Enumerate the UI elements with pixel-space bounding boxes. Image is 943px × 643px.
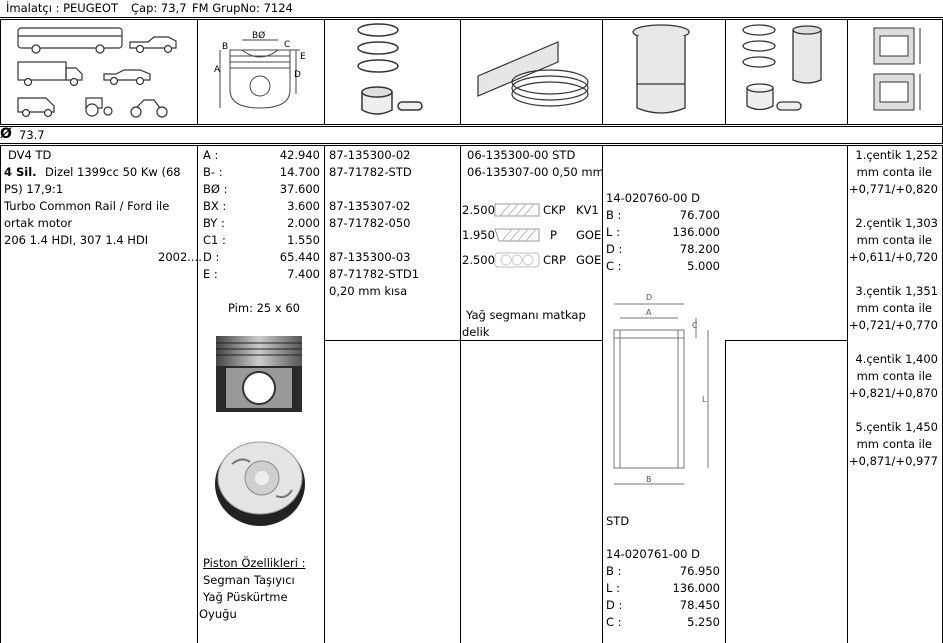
dim-label: BX : xyxy=(203,199,227,213)
liner-dim-value: 78.450 xyxy=(679,598,720,612)
liner-dimension-diagram xyxy=(606,290,722,496)
notch-line: mm conta ile xyxy=(856,437,932,451)
dim-value: 2.000 xyxy=(287,216,320,230)
diameter-label: Çap: 73,7 xyxy=(131,1,187,15)
piston-code: 87-135300-03 xyxy=(329,250,411,264)
diagram-label-d: D xyxy=(294,70,301,80)
engine-spec-line3: Turbo Common Rail / Ford ile xyxy=(4,199,170,213)
diagram-label-bo: BØ xyxy=(252,31,266,41)
ring-material: GOE xyxy=(576,253,602,267)
ring-type: P xyxy=(550,228,557,242)
ring-note-line2: delik xyxy=(462,325,490,339)
liner-dim-value: 76.950 xyxy=(679,564,720,578)
cylinder-liner-icon xyxy=(625,22,703,120)
liner-dim-value: 5.250 xyxy=(687,615,720,629)
notch-line: mm conta ile xyxy=(856,165,932,179)
diagram-label-b: B xyxy=(222,42,229,52)
ring-material: KV1 xyxy=(576,203,599,217)
ring-note-line1: Yağ segmanı matkap xyxy=(466,308,586,322)
engine-code: DV4 TD xyxy=(8,148,52,162)
liner-code-std: 14-020760-00 D xyxy=(606,191,700,205)
notch-line: mm conta ile xyxy=(856,301,932,315)
engine-spec-line4: ortak motor xyxy=(4,216,73,230)
piston-dimension-diagram xyxy=(200,22,320,120)
manufacturer-label: İmalatçı : PEUGEOT xyxy=(6,1,118,15)
scraper-ring-icon xyxy=(494,228,540,242)
liner-dim-label: D : xyxy=(606,242,623,256)
dim-label: A : xyxy=(203,148,219,162)
dim-label: C1 : xyxy=(203,233,226,247)
piston-kit-icon xyxy=(737,22,837,120)
dim-value: 14.700 xyxy=(279,165,320,179)
engine-spec-line1: Dizel 1399cc 50 Kw (68 xyxy=(45,165,181,179)
liner-dim-label: D : xyxy=(606,598,623,612)
engine-models: 206 1.4 HDI, 307 1.4 HDI xyxy=(4,233,149,247)
liner-dim-label: L : xyxy=(606,581,620,595)
piston-top-photo xyxy=(212,436,308,530)
liner-label-l: L xyxy=(702,395,707,404)
notch-line: +0,871/+0,977 xyxy=(849,454,938,468)
liner-dim-value: 136.000 xyxy=(672,225,720,239)
diagram-label-c: C xyxy=(284,40,291,50)
liner-label-c: C xyxy=(692,321,698,330)
ring-set-icon xyxy=(474,40,594,110)
dim-value: 7.400 xyxy=(287,267,320,281)
piston-code-note: 0,20 mm kısa xyxy=(329,284,408,298)
engine-spec-line2: PS) 17,9:1 xyxy=(4,182,64,196)
ring-width: 2.500 xyxy=(462,203,495,217)
piston-feature-3: Oyuğu xyxy=(199,607,237,621)
ring-code-050: 06-135307-00 0,50 mm xyxy=(467,165,604,179)
piston-feature-1: Segman Taşıyıcı xyxy=(203,573,295,587)
liner-label-a: A xyxy=(646,308,652,317)
ring-material: GOE xyxy=(576,228,602,242)
liner-dim-label: L : xyxy=(606,225,620,239)
liner-label-b: B xyxy=(646,475,652,484)
notch-line: mm conta ile xyxy=(856,369,932,383)
ring-width: 2.500 xyxy=(462,253,495,267)
dim-value: 1.550 xyxy=(287,233,320,247)
diagram-label-a: A xyxy=(214,65,221,75)
bore-symbol: Ø xyxy=(0,126,12,142)
piston-code: 87-71782-STD1 xyxy=(329,267,420,281)
liner-dim-value: 136.000 xyxy=(672,581,720,595)
ring-width: 1.950 xyxy=(462,228,495,242)
notch-line: +0,721/+0,770 xyxy=(849,318,938,332)
dim-label: E : xyxy=(203,267,218,281)
dim-value: 37.600 xyxy=(279,182,320,196)
liner-dim-value: 76.700 xyxy=(679,208,720,222)
ring-type: CKP xyxy=(543,203,566,217)
engine-cylinders: 4 Sil. xyxy=(4,165,37,179)
diagram-label-e: E xyxy=(300,52,306,62)
liner-dim-label: B : xyxy=(606,208,622,222)
liner-std-label: STD xyxy=(606,514,630,528)
notch-line: 3.çentik 1,351 xyxy=(855,284,938,298)
piston-code: 87-71782-050 xyxy=(329,216,411,230)
piston-code: 87-71782-STD xyxy=(329,165,412,179)
liner-dim-label: B : xyxy=(606,564,622,578)
piston-code: 87-135307-02 xyxy=(329,199,411,213)
liner-dim-value: 78.200 xyxy=(679,242,720,256)
dim-value: 3.600 xyxy=(287,199,320,213)
notch-line: 2.çentik 1,303 xyxy=(855,216,938,230)
dim-label: BY : xyxy=(203,216,225,230)
ring-code-std: 06-135300-00 STD xyxy=(467,148,576,162)
group-no-label: FM GrupNo: 7124 xyxy=(192,1,293,15)
dim-label: B- : xyxy=(203,165,223,179)
notch-line: 1.çentik 1,252 xyxy=(855,148,938,162)
notch-line: 5.çentik 1,450 xyxy=(855,420,938,434)
notch-gasket-icon xyxy=(866,22,936,120)
bore-value: 73.7 xyxy=(19,128,45,142)
liner-dim-value: 5.000 xyxy=(687,259,720,273)
liner-dim-label: C : xyxy=(606,259,622,273)
dim-value: 42.940 xyxy=(279,148,320,162)
ring-type: CRP xyxy=(543,253,566,267)
piston-features-title: Piston Özellikleri : xyxy=(203,556,306,570)
notch-line: 4.çentik 1,400 xyxy=(855,352,938,366)
piston-rings-icon xyxy=(340,22,450,120)
piston-code: 87-135300-02 xyxy=(329,148,411,162)
notch-line: +0,771/+0,820 xyxy=(849,182,938,196)
piston-side-photo xyxy=(212,334,306,414)
compression-ring-icon xyxy=(494,203,540,217)
liner-dim-label: C : xyxy=(606,615,622,629)
pin-size: Pim: 25 x 60 xyxy=(228,301,300,315)
piston-feature-2: Yağ Püskürtme xyxy=(203,590,288,604)
dim-label: BØ : xyxy=(203,182,228,196)
oil-ring-icon xyxy=(494,252,540,268)
liner-label-d: D xyxy=(646,293,653,302)
dim-label: D : xyxy=(203,250,220,264)
notch-line: mm conta ile xyxy=(856,233,932,247)
notch-line: +0,611/+0,720 xyxy=(849,250,938,264)
vehicle-types-icon xyxy=(10,22,190,120)
dim-value: 65.440 xyxy=(279,250,320,264)
engine-year: 2002.... xyxy=(158,250,202,264)
notch-line: +0,821/+0,870 xyxy=(849,386,938,400)
liner-code-oversize: 14-020761-00 D xyxy=(606,547,700,561)
